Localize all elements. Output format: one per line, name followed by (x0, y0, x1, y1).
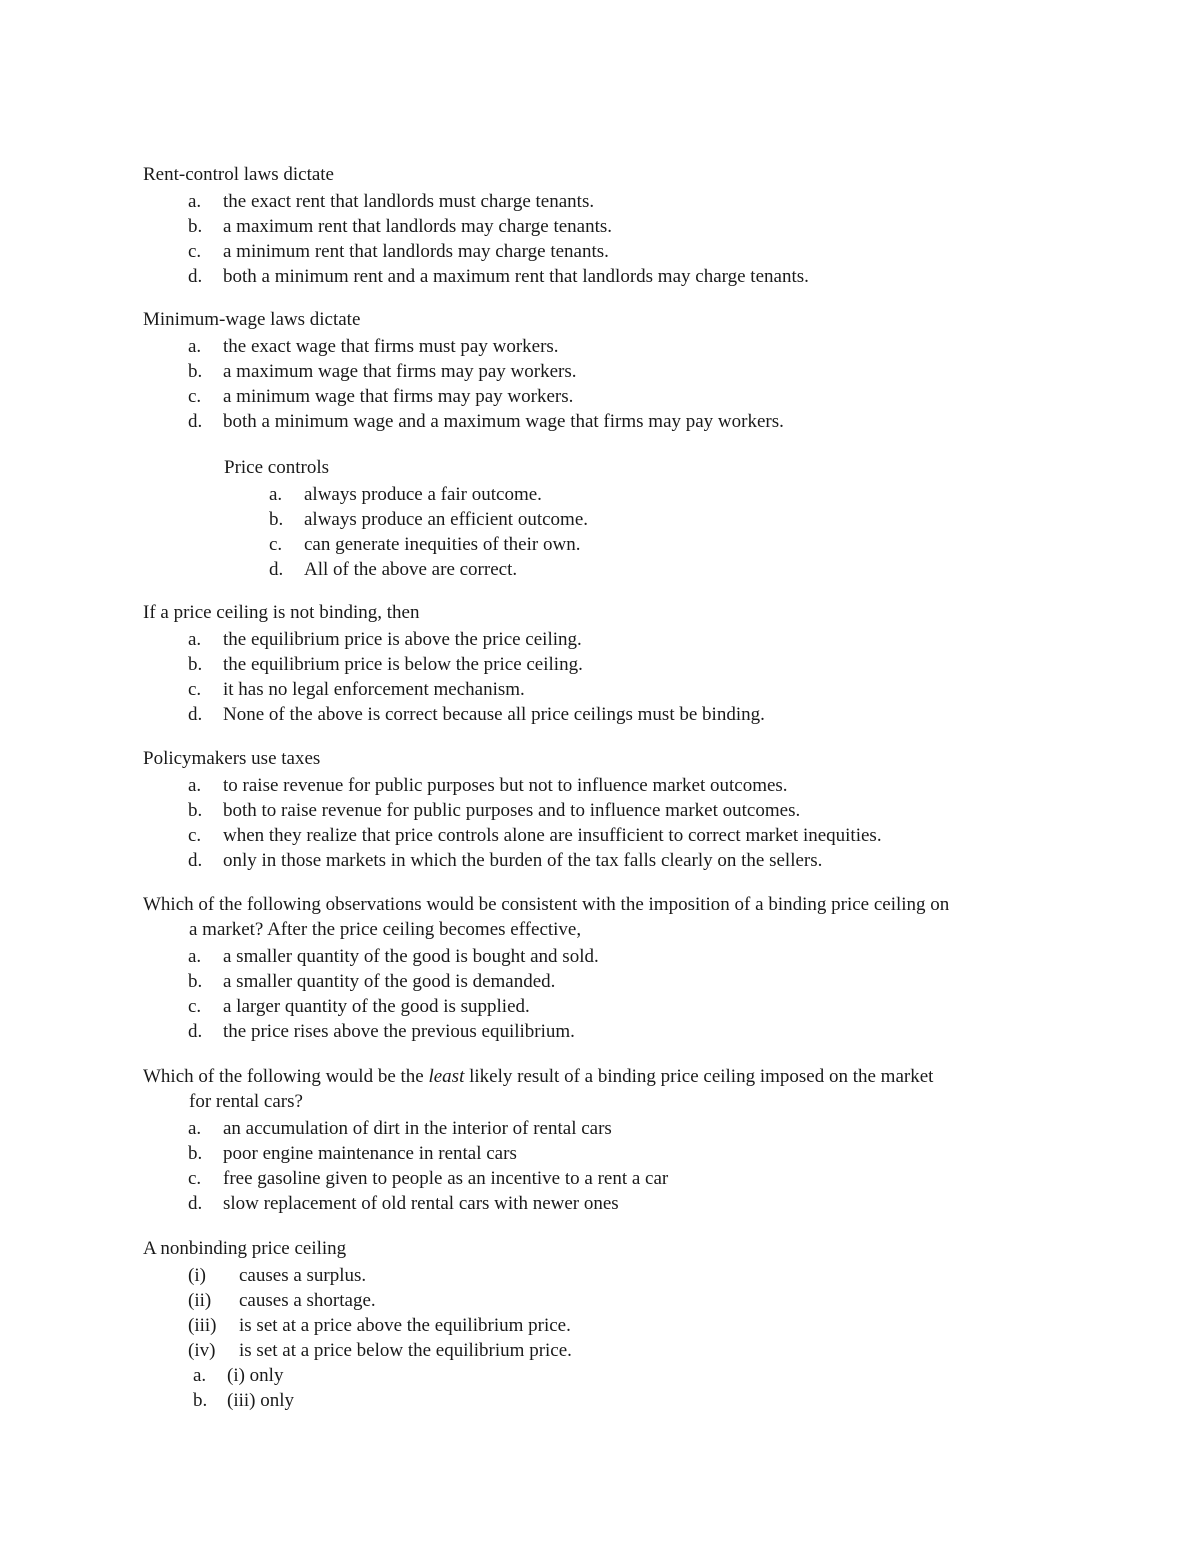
question-stem (143, 892, 1103, 942)
question-stem-line-1: Which of the following would be the least likely result of a binding price ceiling imposed on the market (143, 1066, 934, 1087)
statement-list (143, 1263, 1073, 1363)
option-d: d. only in those markets in which the burden of the tax falls clearly on the sellers. (188, 850, 823, 871)
option-a: a. (i) only (193, 1365, 284, 1386)
question-2 (143, 307, 1073, 434)
option-b: b. (iii) only (193, 1390, 295, 1411)
option-list (143, 189, 1073, 289)
option-b: b. a smaller quantity of the good is demanded. (188, 971, 556, 992)
option-b: b. both to raise revenue for public purposes and to influence market outcomes. (188, 800, 801, 821)
statement-iv: (iv) is set at a price below the equilibrium price. (188, 1340, 572, 1361)
option-c: c. free gasoline given to people as an incentive to a rent a car (188, 1168, 669, 1189)
option-list (143, 773, 1073, 873)
question-7 (143, 1064, 1103, 1216)
question-6 (143, 892, 1103, 1044)
question-stem: Price controls (224, 457, 330, 478)
question-stem: Rent-control laws dictate (143, 164, 334, 185)
question-3 (224, 455, 1154, 582)
option-d: d. both a minimum rent and a maximum rent that landlords may charge tenants. (188, 266, 809, 287)
option-c: c. it has no legal enforcement mechanism. (188, 679, 525, 700)
option-a: a. to raise revenue for public purposes but not to influence market outcomes. (188, 775, 788, 796)
question-8 (143, 1236, 1073, 1413)
option-a: a. the exact rent that landlords must charge tenants. (188, 191, 595, 212)
question-stem: Minimum-wage laws dictate (143, 309, 361, 330)
option-d: d. None of the above is correct because all price ceilings must be binding. (188, 704, 765, 725)
option-d: d. slow replacement of old rental cars with newer ones (188, 1193, 619, 1214)
option-b: b. poor engine maintenance in rental cars (188, 1143, 517, 1164)
question-stem: If a price ceiling is not binding, then (143, 602, 420, 623)
option-a: a. the exact wage that firms must pay workers. (188, 336, 559, 357)
option-d: d. both a minimum wage and a maximum wage that firms may pay workers. (188, 411, 784, 432)
option-a: a. a smaller quantity of the good is bought and sold. (188, 946, 599, 967)
option-b: b. always produce an efficient outcome. (269, 509, 589, 530)
option-c: c. can generate inequities of their own. (269, 534, 581, 555)
question-stem (143, 1064, 1103, 1114)
option-list (143, 944, 1103, 1044)
question-stem-line-2: for rental cars? (189, 1091, 303, 1112)
option-c: c. a minimum wage that firms may pay workers. (188, 386, 574, 407)
question-stem: Policymakers use taxes (143, 748, 321, 769)
statement-iii: (iii) is set at a price above the equilibrium price. (188, 1315, 571, 1336)
option-list (224, 482, 1154, 582)
option-d: d. All of the above are correct. (269, 559, 518, 580)
question-5 (143, 746, 1073, 873)
option-c: c. when they realize that price controls alone are insufficient to correct market inequities. (188, 825, 882, 846)
question-stem: A nonbinding price ceiling (143, 1238, 347, 1259)
option-a: a. an accumulation of dirt in the interior of rental cars (188, 1118, 612, 1139)
option-list (143, 1363, 1073, 1413)
option-b: b. a maximum rent that landlords may charge tenants. (188, 216, 613, 237)
question-stem-line-1: Which of the following observations would be consistent with the imposition of a binding price ceiling on (143, 894, 950, 915)
option-list (143, 627, 1073, 727)
option-a: a. always produce a fair outcome. (269, 484, 542, 505)
emphasis-least: least (428, 1066, 465, 1087)
statement-ii: (ii) causes a shortage. (188, 1290, 376, 1311)
question-4 (143, 600, 1073, 727)
question-1 (143, 162, 1073, 289)
option-c: c. a larger quantity of the good is supplied. (188, 996, 530, 1017)
option-b: b. a maximum wage that firms may pay workers. (188, 361, 577, 382)
option-d: d. the price rises above the previous equilibrium. (188, 1021, 575, 1042)
option-b: b. the equilibrium price is below the price ceiling. (188, 654, 583, 675)
question-stem-line-2: a market? After the price ceiling becomes effective, (189, 919, 582, 940)
option-list (143, 1116, 1103, 1216)
statement-i: (i) causes a surplus. (188, 1265, 367, 1286)
option-list (143, 334, 1073, 434)
option-a: a. the equilibrium price is above the price ceiling. (188, 629, 582, 650)
option-c: c. a minimum rent that landlords may charge tenants. (188, 241, 609, 262)
